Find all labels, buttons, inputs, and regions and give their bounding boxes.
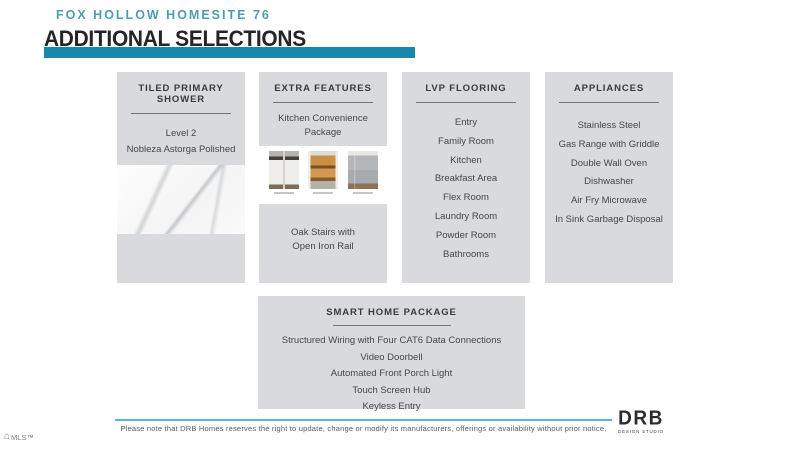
watermark-text: MLS™ <box>11 432 34 442</box>
divider <box>333 325 451 326</box>
list-item: Double Wall Oven <box>570 157 648 169</box>
drb-design-studio-logo <box>618 409 664 434</box>
list-item: Video Doorbell <box>360 351 423 363</box>
refrigerator-photo <box>348 151 378 189</box>
flooring-room-list <box>402 114 530 264</box>
list-item: Powder Room <box>435 229 497 241</box>
project-name: FOX HOLLOW HOMESITE 76 <box>56 8 271 22</box>
photo-caption <box>353 192 373 194</box>
marble-tile-photo <box>117 165 245 234</box>
appliance-list <box>545 117 673 230</box>
page-title: ADDITIONAL SELECTIONS <box>44 26 306 51</box>
photo-with-caption <box>348 151 378 194</box>
list-item: Flex Room <box>443 192 489 204</box>
kitchen-package-label: Kitchen Convenience Package <box>278 113 368 138</box>
shower-product: Nobleza Astorga Polished <box>126 143 236 155</box>
list-item: Breakfast Area <box>434 173 498 185</box>
smart-home-list <box>258 333 525 416</box>
photo-caption <box>313 192 333 194</box>
cabinet-pullout-photo <box>269 151 299 189</box>
card-lvp-flooring <box>402 72 530 283</box>
kitchen-package-photos <box>259 146 387 204</box>
list-item: Automated Front Porch Light <box>330 368 453 379</box>
card-heading: TILED PRIMARY SHOWER <box>138 83 224 105</box>
photo-with-caption <box>308 151 338 194</box>
list-item: In Sink Garbage Disposal <box>555 213 663 225</box>
card-extra-features <box>259 72 387 283</box>
card-tiled-primary-shower <box>117 72 245 283</box>
list-item: Entry <box>454 117 478 128</box>
card-heading: EXTRA FEATURES <box>274 83 372 94</box>
photo-caption <box>274 192 294 194</box>
list-item: Bathrooms <box>443 248 489 260</box>
list-item: Touch Screen Hub <box>352 384 431 396</box>
shower-level: Level 2 <box>165 128 197 139</box>
card-smart-home-package <box>258 296 525 412</box>
disclaimer-text: Please note that DRB Homes reserves the right to update, change or modify its manufacturers, offerings or availability without prior notice. <box>120 424 607 433</box>
list-item: Gas Range with Griddle <box>558 138 660 150</box>
divider <box>559 102 659 103</box>
photo-with-caption <box>269 151 299 194</box>
list-item: Air Fry Microwave <box>570 195 647 207</box>
list-item: Structured Wiring with Four CAT6 Data Connections <box>281 335 502 346</box>
card-heading: APPLIANCES <box>573 83 645 94</box>
oak-stairs-label: Oak Stairs with Open Iron Rail <box>291 227 355 252</box>
divider <box>273 102 373 103</box>
list-item: Laundry Room <box>434 210 498 222</box>
footer-accent-line <box>115 419 612 421</box>
card-heading: LVP FLOORING <box>425 83 507 94</box>
card-heading: SMART HOME PACKAGE <box>326 307 457 318</box>
list-item: Kitchen <box>450 154 482 166</box>
card-appliances <box>545 72 673 283</box>
list-item: Stainless Steel <box>577 120 641 131</box>
list-item: Keyless Entry <box>362 401 421 412</box>
divider <box>416 102 516 103</box>
list-item: Dishwasher <box>584 176 634 188</box>
mls-watermark <box>4 432 34 442</box>
house-icon: ⌂ <box>4 431 11 442</box>
list-item: Family Room <box>438 135 494 147</box>
drb-logo-tagline: DESIGN STUDIO <box>618 429 664 434</box>
divider <box>131 113 231 114</box>
drb-logo-text: DRB <box>618 407 664 430</box>
rollout-shelves-photo <box>308 151 338 189</box>
